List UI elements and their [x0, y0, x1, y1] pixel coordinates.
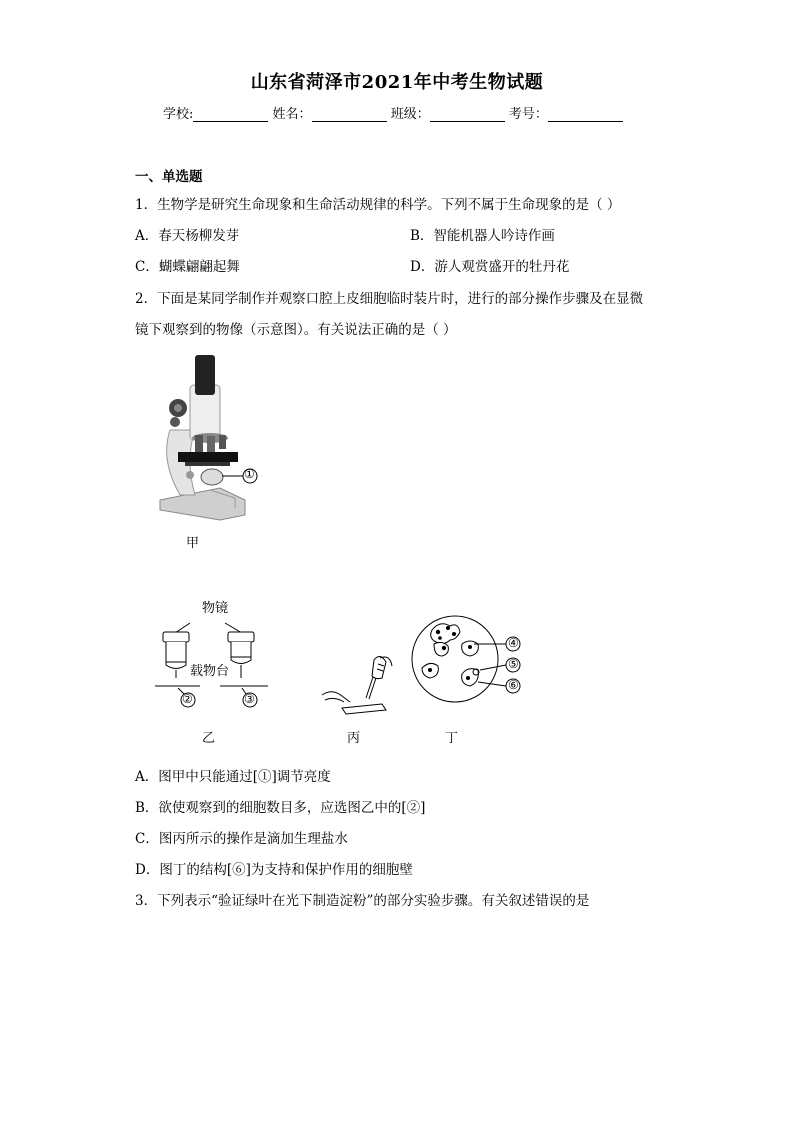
- school-blank[interactable]: [193, 107, 268, 122]
- marker-5: ⑤: [508, 657, 519, 671]
- figure-label-yi: 乙: [202, 731, 216, 746]
- q3-stem: 3．下列表示“验证绿叶在光下制造淀粉”的部分实验步骤。有关叙述错误的是: [135, 893, 590, 909]
- exam-no-label: 考号：: [508, 107, 548, 122]
- marker-6: ⑥: [508, 678, 519, 692]
- q1-option-a: A．春天杨柳发芽: [135, 228, 240, 244]
- marker-3: ③: [244, 692, 255, 706]
- q2-option-c: C．图丙所示的操作是滴加生理盐水: [135, 831, 348, 847]
- q1-option-d: D．游人观赏盛开的牡丹花: [410, 259, 570, 275]
- page-title: 山东省菏泽市2021年中考生物试题: [250, 72, 544, 93]
- name-label: 姓名：: [272, 107, 312, 122]
- marker-2: ②: [182, 692, 193, 706]
- figure-label-jia: 甲: [186, 536, 200, 551]
- figure-label-ding: 丁: [445, 731, 459, 746]
- q2-option-d: D．图丁的结构[⑥]为支持和保护作用的细胞壁: [135, 862, 413, 878]
- name-blank[interactable]: [312, 107, 387, 122]
- q2-stem-line2: 镜下观察到的物像（示意图）。有关说法正确的是（ ）: [135, 322, 457, 338]
- q1-stem: 1．生物学是研究生命现象和生命活动规律的科学。下列不属于生命现象的是（ ）: [135, 197, 621, 213]
- marker-4: ④: [508, 636, 519, 650]
- class-blank[interactable]: [430, 107, 505, 122]
- exam-no-blank[interactable]: [548, 107, 623, 122]
- q2-option-a: A．图甲中只能通过[①]调节亮度: [135, 769, 331, 785]
- q2-stem-line1: 2．下面是某同学制作并观察口腔上皮细胞临时装片时，进行的部分操作步骤及在显微: [135, 291, 644, 307]
- marker-1: ①: [244, 467, 255, 481]
- dropper-figure: [320, 650, 400, 720]
- q1-option-b: B．智能机器人吟诗作画: [410, 228, 555, 244]
- class-label: 班级：: [390, 107, 430, 122]
- objective-label: 物镜: [202, 601, 229, 616]
- figure-label-bing: 丙: [347, 731, 361, 746]
- stage-label: 载物台: [190, 664, 230, 679]
- objectives-figure: [150, 610, 275, 705]
- q1-option-c: C．蝴蝶翩翩起舞: [135, 259, 240, 275]
- school-label: 学校:: [163, 107, 194, 122]
- student-info-line: [163, 103, 623, 122]
- section-heading: 一、单选题: [135, 169, 203, 185]
- microscope-figure: [150, 350, 280, 525]
- q2-option-b: B．欲使观察到的细胞数目多，应选图乙中的[②]: [135, 800, 426, 816]
